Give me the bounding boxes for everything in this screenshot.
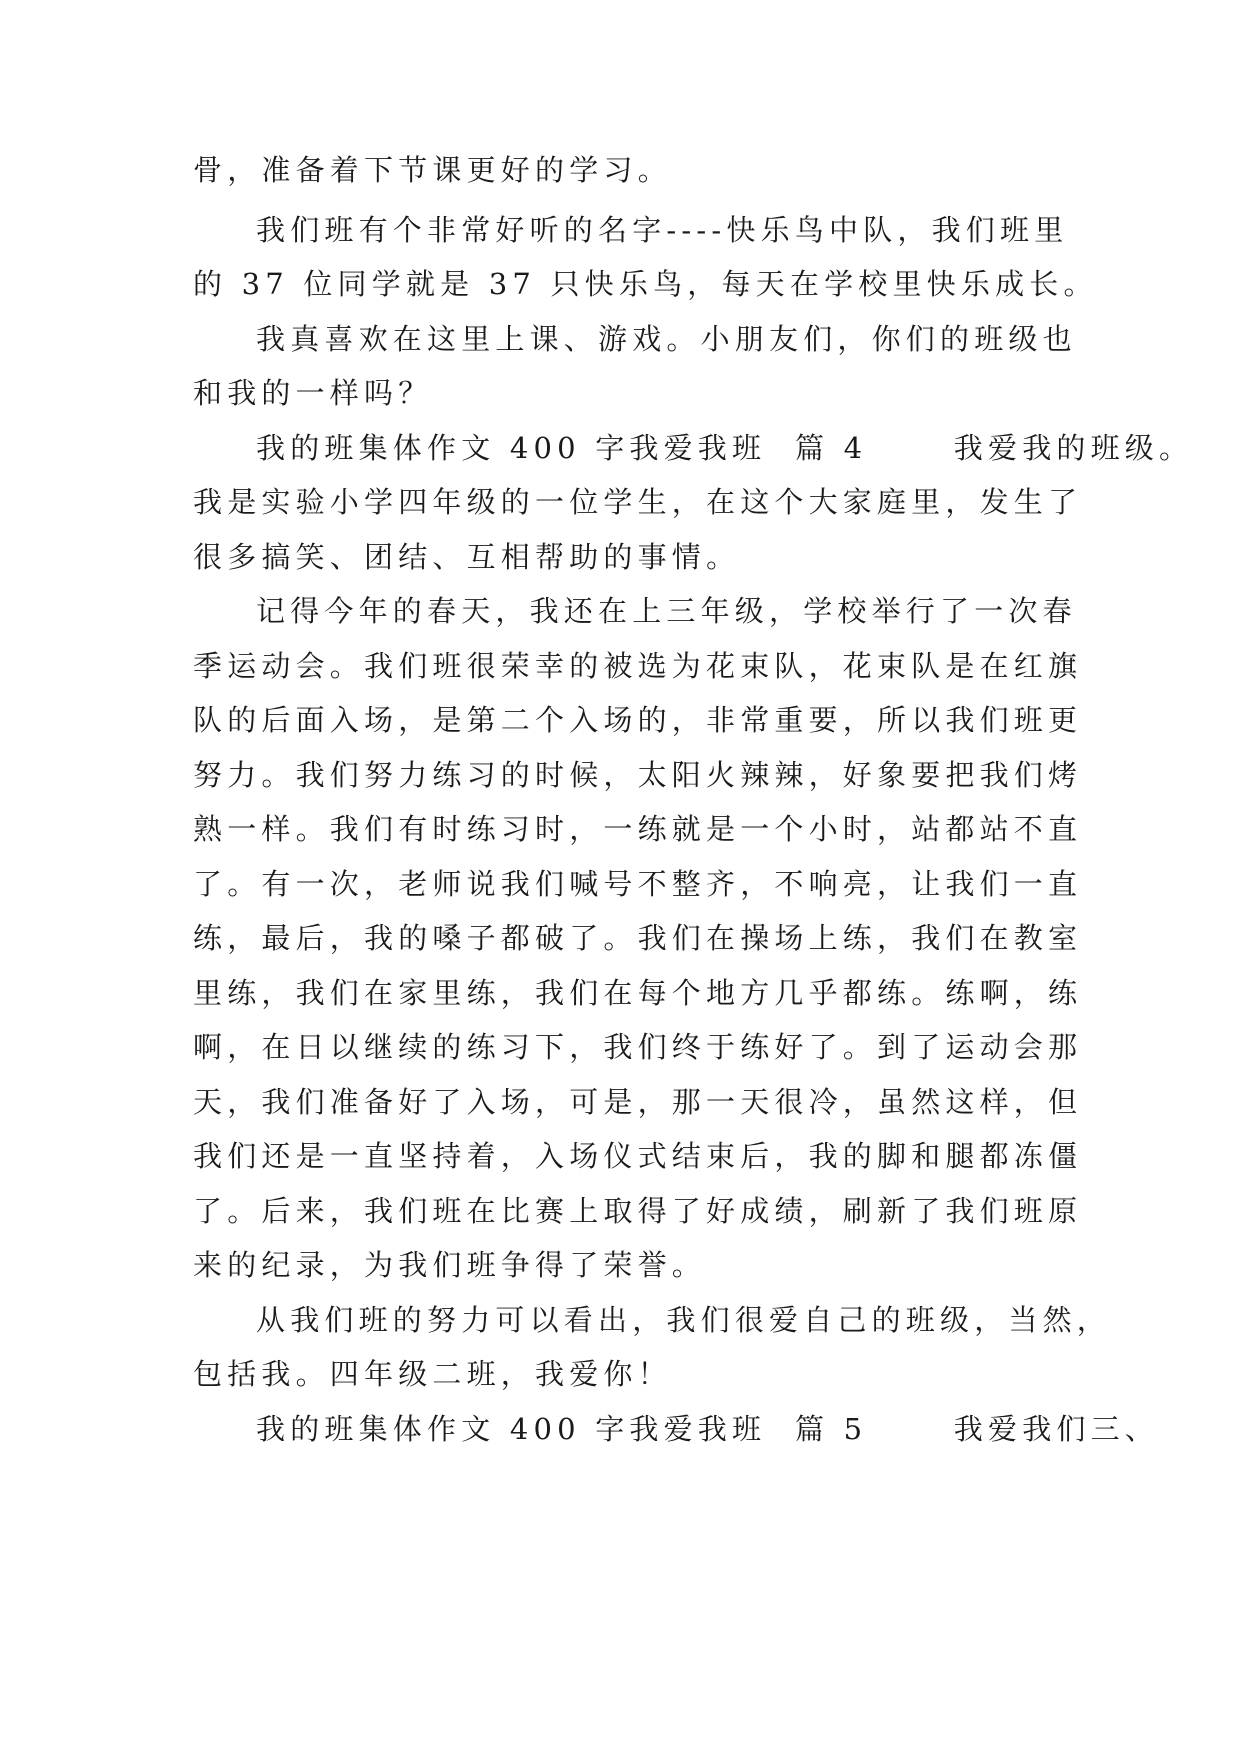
text-line: 的 37 位同学就是 37 只快乐鸟，每天在学校里快乐成长。 [193,267,1098,301]
text-line: 季运动会。我们班很荣幸的被选为花束队，花束队是在红旗 [193,649,1083,683]
text-line: 了。后来，我们班在比赛上取得了好成绩，刷新了我们班原 [193,1194,1083,1228]
text-line: 来的纪录，为我们班争得了荣誉。 [193,1248,707,1282]
text-line: 里练，我们在家里练，我们在每个地方几乎都练。练啊，练 [193,976,1083,1010]
text-line: 熟一样。我们有时练习时，一练就是一个小时，站都站不直 [193,812,1083,846]
text-line: 队的后面入场，是第二个入场的，非常重要，所以我们班更 [193,703,1083,737]
text-line: 从我们班的努力可以看出，我们很爱自己的班级，当然， [256,1303,1112,1337]
text-line: 骨，准备着下节课更好的学习。 [193,153,672,187]
section-heading-line: 我的班集体作文 400 字我爱我班 篇 4 我爱我的班级。 [256,431,1194,465]
text-line: 我是实验小学四年级的一位学生，在这个大家庭里，发生了 [193,485,1083,519]
section-heading-line: 我的班集体作文 400 字我爱我班 篇 5 我爱我们三、 [256,1412,1160,1446]
text-line: 我真喜欢在这里上课、游戏。小朋友们，你们的班级也 [256,322,1077,356]
text-line: 啊，在日以继续的练习下，我们终于练好了。到了运动会那 [193,1030,1083,1064]
text-line: 了。有一次，老师说我们喊号不整齐，不响亮，让我们一直 [193,867,1083,901]
text-line: 很多搞笑、团结、互相帮助的事情。 [193,540,741,574]
text-line: 和我的一样吗？ [193,376,433,410]
text-line: 努力。我们努力练习的时候，太阳火辣辣，好象要把我们烤 [193,758,1083,792]
text-line: 天，我们准备好了入场，可是，那一天很冷，虽然这样，但 [193,1085,1083,1119]
text-line: 我们班有个非常好听的名字----快乐鸟中队，我们班里 [256,213,1069,247]
text-line: 包括我。四年级二班，我爱你！ [193,1357,672,1391]
text-line: 记得今年的春天，我还在上三年级，学校举行了一次春 [256,594,1077,628]
text-line: 练，最后，我的嗓子都破了。我们在操场上练，我们在教室 [193,921,1083,955]
text-line: 我们还是一直坚持着，入场仪式结束后，我的脚和腿都冻僵 [193,1139,1083,1173]
